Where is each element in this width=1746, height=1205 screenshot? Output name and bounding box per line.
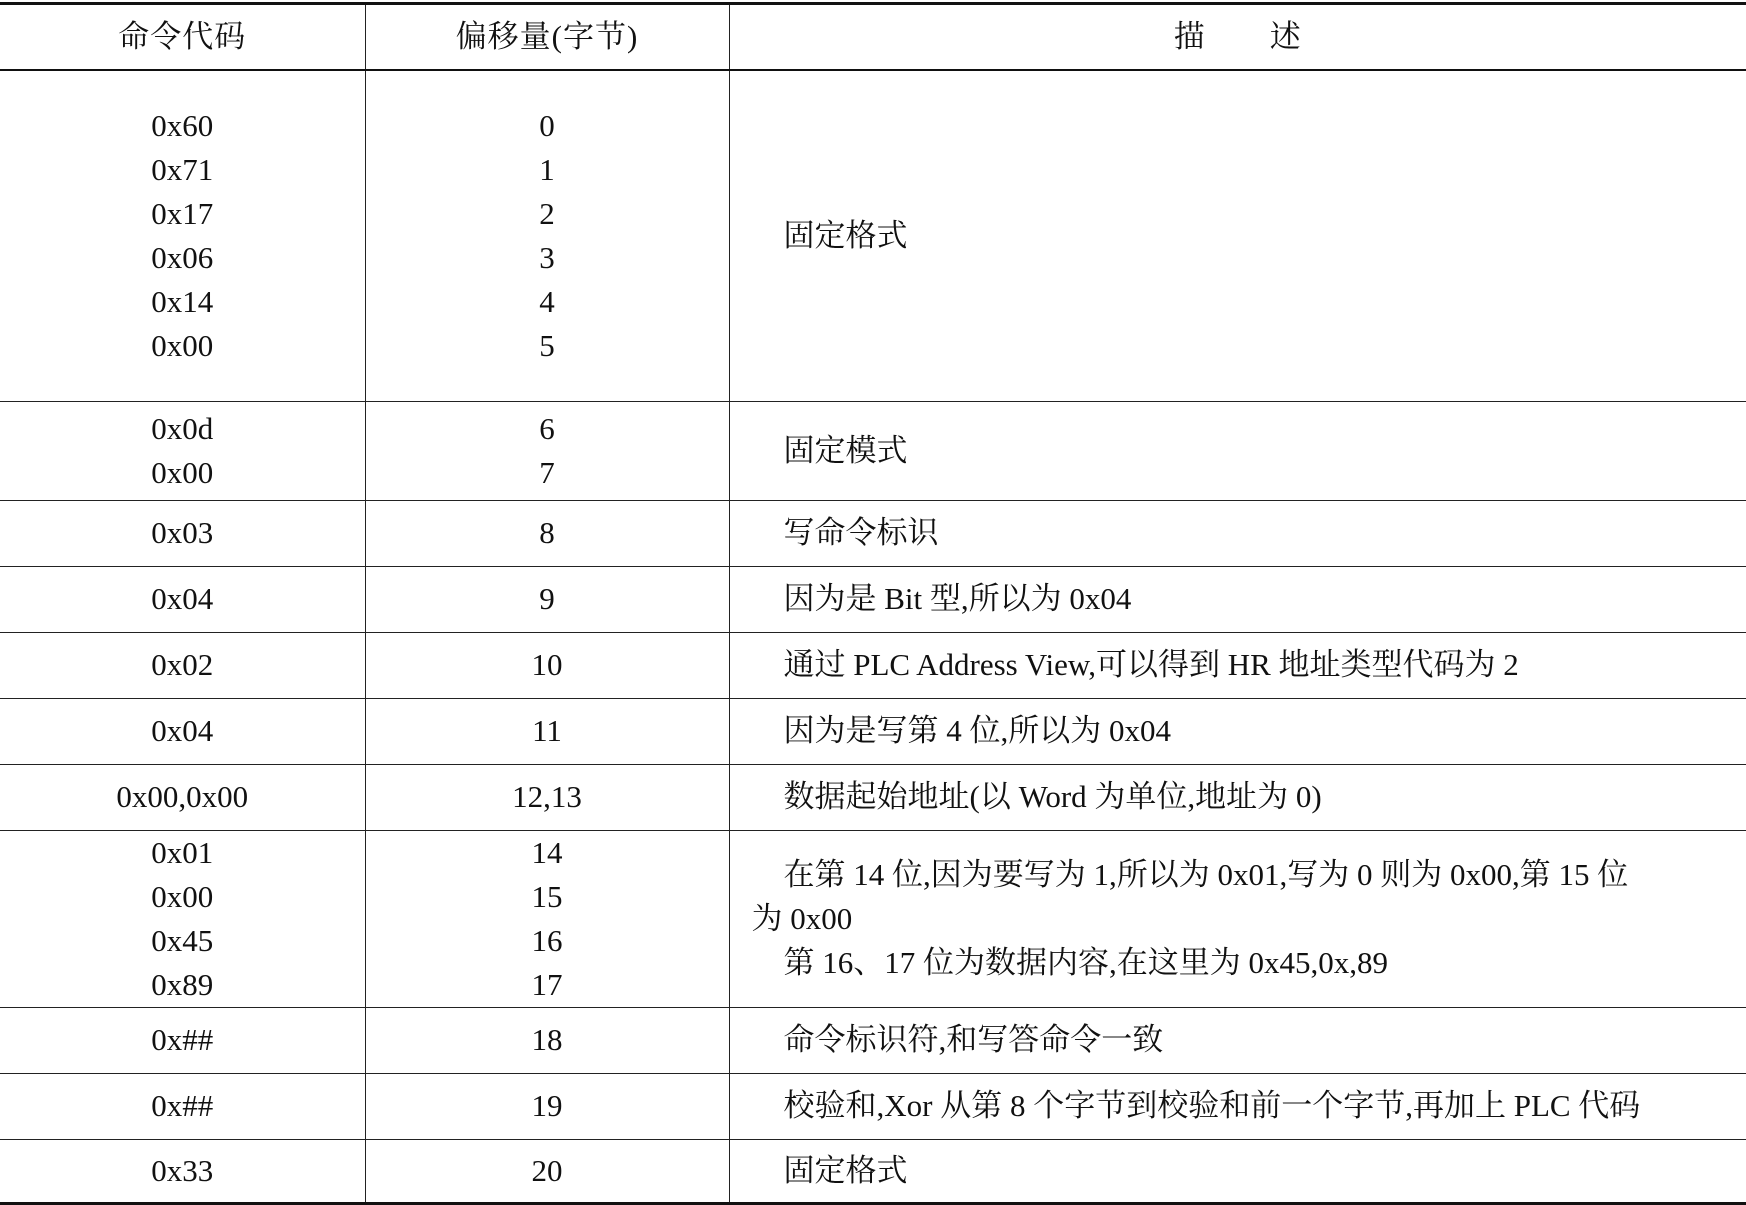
description-text: 通过 PLC Address View,可以得到 HR 地址类型代码为 2 xyxy=(783,647,1519,682)
command-table xyxy=(0,2,1746,1205)
code-value: 0x45 xyxy=(151,922,214,958)
header-offset: 偏移量(字节) xyxy=(365,4,729,71)
offset-value: 18 xyxy=(531,1022,563,1057)
description-cell xyxy=(729,830,1746,1007)
table-row xyxy=(0,764,1746,830)
offset-cell xyxy=(365,1073,729,1139)
code-cell xyxy=(0,401,365,500)
offset-value: 14 xyxy=(531,834,563,870)
description-text: 第 16、17 位为数据内容,在这里为 0x45,0x,89 xyxy=(783,944,1388,980)
code-cell xyxy=(0,830,365,1007)
offset-value: 7 xyxy=(539,454,555,490)
offset-value: 8 xyxy=(539,515,555,550)
offset-cell xyxy=(365,698,729,764)
offset-value: 10 xyxy=(531,647,563,682)
code-cell xyxy=(0,1007,365,1073)
code-value: 0x0d xyxy=(151,410,214,446)
offset-cell xyxy=(365,70,729,401)
code-cell xyxy=(0,566,365,632)
offset-cell xyxy=(365,500,729,566)
table-header-row xyxy=(0,4,1746,71)
code-value: 0x00 xyxy=(151,454,214,490)
code-value: 0x04 xyxy=(151,581,214,616)
code-cell xyxy=(0,1073,365,1139)
code-value: 0x17 xyxy=(151,195,214,231)
table-row xyxy=(0,500,1746,566)
code-cell xyxy=(0,764,365,830)
description-text: 固定格式 xyxy=(783,1152,908,1188)
description-cell xyxy=(729,764,1746,830)
offset-value: 11 xyxy=(532,713,562,748)
description-cell xyxy=(729,1073,1746,1139)
offset-value: 6 xyxy=(539,410,555,446)
code-cell xyxy=(0,698,365,764)
code-value: 0x33 xyxy=(151,1152,214,1188)
offset-value: 0 xyxy=(539,107,555,143)
table-row xyxy=(0,830,1746,1007)
description-text: 因为是写第 4 位,所以为 0x04 xyxy=(783,713,1171,748)
description-text: 固定格式 xyxy=(783,217,908,253)
table-row xyxy=(0,401,1746,500)
code-value: 0x02 xyxy=(151,647,214,682)
offset-value: 15 xyxy=(531,878,563,914)
header-description: 描 述 xyxy=(729,4,1746,71)
table-row xyxy=(0,70,1746,401)
description-cell xyxy=(729,1139,1746,1203)
code-value: 0x89 xyxy=(151,966,214,1002)
code-value: 0x## xyxy=(151,1088,214,1123)
offset-value: 3 xyxy=(539,239,555,275)
description-text: 写命令标识 xyxy=(783,515,939,550)
description-cell xyxy=(729,500,1746,566)
code-value: 0x04 xyxy=(151,713,214,748)
offset-value: 17 xyxy=(531,966,563,1002)
description-cell xyxy=(729,401,1746,500)
code-value: 0x03 xyxy=(151,515,214,550)
offset-value: 19 xyxy=(531,1088,563,1123)
offset-value: 16 xyxy=(531,922,563,958)
description-text: 因为是 Bit 型,所以为 0x04 xyxy=(783,581,1132,616)
offset-value: 9 xyxy=(539,581,555,616)
code-cell xyxy=(0,1139,365,1203)
offset-cell xyxy=(365,401,729,500)
code-value: 0x00,0x00 xyxy=(116,779,249,814)
description-text: 校验和,Xor 从第 8 个字节到校验和前一个字节,再加上 PLC 代码 xyxy=(783,1088,1641,1123)
offset-cell xyxy=(365,764,729,830)
description-text: 为 0x00 xyxy=(751,900,853,936)
description-text: 命令标识符,和写答命令一致 xyxy=(783,1022,1164,1057)
offset-value: 1 xyxy=(539,151,555,187)
table-row xyxy=(0,1007,1746,1073)
code-value: 0x60 xyxy=(151,107,214,143)
description-cell xyxy=(729,566,1746,632)
code-value: 0x01 xyxy=(151,834,214,870)
offset-cell xyxy=(365,632,729,698)
offset-value: 12,13 xyxy=(512,779,582,814)
description-cell xyxy=(729,70,1746,401)
code-cell xyxy=(0,70,365,401)
code-value: 0x71 xyxy=(151,151,214,187)
table-row xyxy=(0,632,1746,698)
offset-cell xyxy=(365,830,729,1007)
description-cell xyxy=(729,698,1746,764)
code-cell xyxy=(0,500,365,566)
offset-value: 4 xyxy=(539,283,555,319)
description-cell xyxy=(729,1007,1746,1073)
code-cell xyxy=(0,632,365,698)
description-text: 数据起始地址(以 Word 为单位,地址为 0) xyxy=(783,779,1322,814)
offset-cell xyxy=(365,566,729,632)
offset-value: 5 xyxy=(539,327,555,363)
offset-cell xyxy=(365,1007,729,1073)
table-row xyxy=(0,1139,1746,1203)
code-value: 0x## xyxy=(151,1022,214,1057)
table-row xyxy=(0,1073,1746,1139)
description-text: 固定模式 xyxy=(783,432,908,468)
code-value: 0x00 xyxy=(151,878,214,914)
code-value: 0x06 xyxy=(151,239,214,275)
description-text: 在第 14 位,因为要写为 1,所以为 0x01,写为 0 则为 0x00,第 15 位 xyxy=(783,856,1629,892)
code-value: 0x14 xyxy=(151,283,214,319)
description-cell xyxy=(729,632,1746,698)
offset-value: 20 xyxy=(531,1152,563,1188)
offset-value: 2 xyxy=(539,195,555,231)
header-command-code: 命令代码 xyxy=(0,4,365,71)
offset-cell xyxy=(365,1139,729,1203)
table-row xyxy=(0,698,1746,764)
code-value: 0x00 xyxy=(151,327,214,363)
table-row xyxy=(0,566,1746,632)
